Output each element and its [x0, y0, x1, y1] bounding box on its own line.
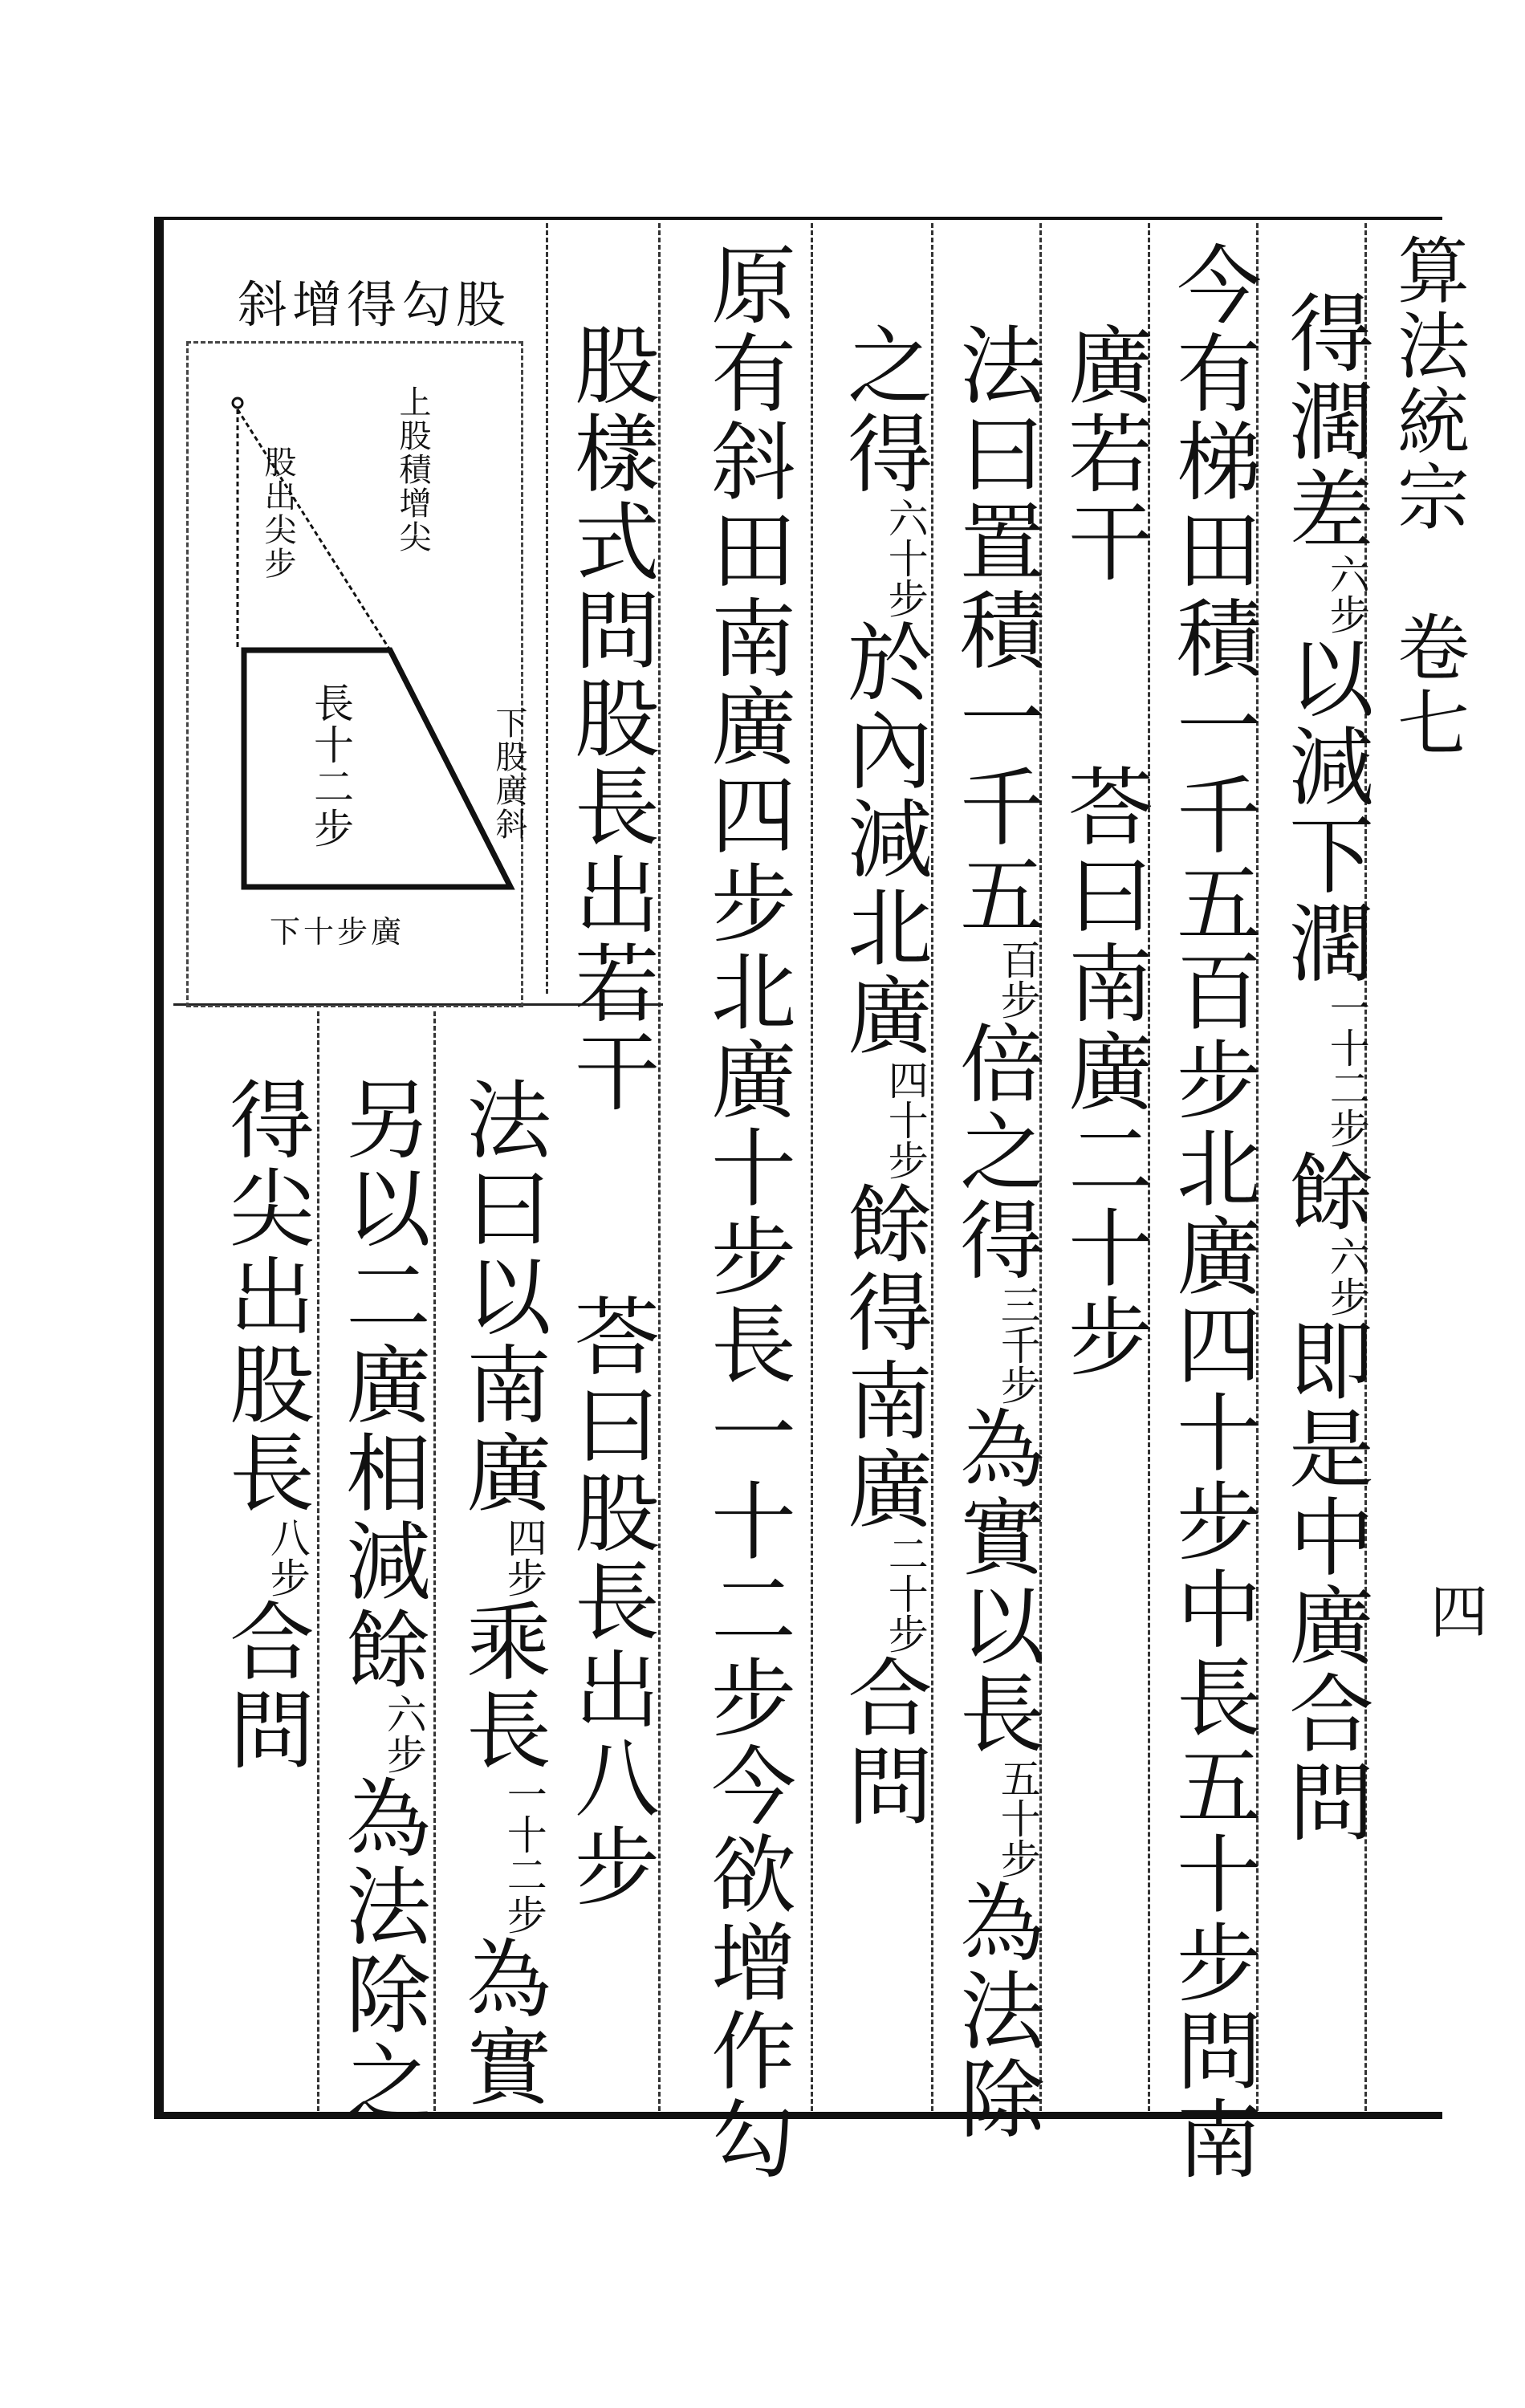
text-column-6: 原有斜田南廣四步北廣十步長一十二步今欲增作勾 — [697, 241, 796, 2183]
diagram-title: 斜增得勾股 — [238, 275, 511, 334]
column-rule — [546, 223, 548, 994]
trapezoid-diagram — [173, 233, 527, 1011]
text-column-10: 得尖出股長八步合問 — [216, 1076, 315, 1774]
trapezoid-figure — [173, 233, 527, 1011]
trapezoid-shape — [244, 650, 510, 887]
label-right: 下股廣斜 — [490, 706, 527, 841]
text-column-8: 法曰以南廣四步乘長一十二步為實 — [453, 1076, 551, 2111]
text-column-3: 廣若干 荅曰南廣二十步 — [1055, 321, 1153, 1381]
apex-dot — [233, 398, 242, 408]
column-rule — [433, 1011, 436, 2111]
text-column-2: 今有梯田積一千五百步北廣四十步中長五十步問南 — [1163, 241, 1262, 2183]
book-title: 算法統宗 卷七 — [1385, 233, 1469, 761]
text-column-7: 股樣式問股長出若干 荅曰股長出八步 — [561, 321, 660, 1910]
label-bottom: 下十步廣 — [270, 914, 405, 950]
column-rule — [811, 223, 813, 2111]
text-column-4: 法曰置積一千五百步倍之得三千步為實以長五十步為法除 — [946, 321, 1045, 2143]
text-column-9: 另以二廣相減餘六步為法除之 — [332, 1076, 431, 2127]
label-top: 上股積增尖 — [394, 385, 431, 554]
folio-number: 四 — [1421, 1581, 1488, 1639]
label-center: 長十二步 — [307, 682, 354, 849]
text-column-5: 之得六十步於內減北廣四十步餘得南廣二十步合問 — [834, 321, 933, 1830]
text-column-1: 得濶差六步以減下濶一十二步餘六步即是中廣合問 — [1275, 289, 1374, 1846]
label-left: 股出尖步 — [259, 445, 296, 580]
column-rule — [317, 1011, 319, 2111]
